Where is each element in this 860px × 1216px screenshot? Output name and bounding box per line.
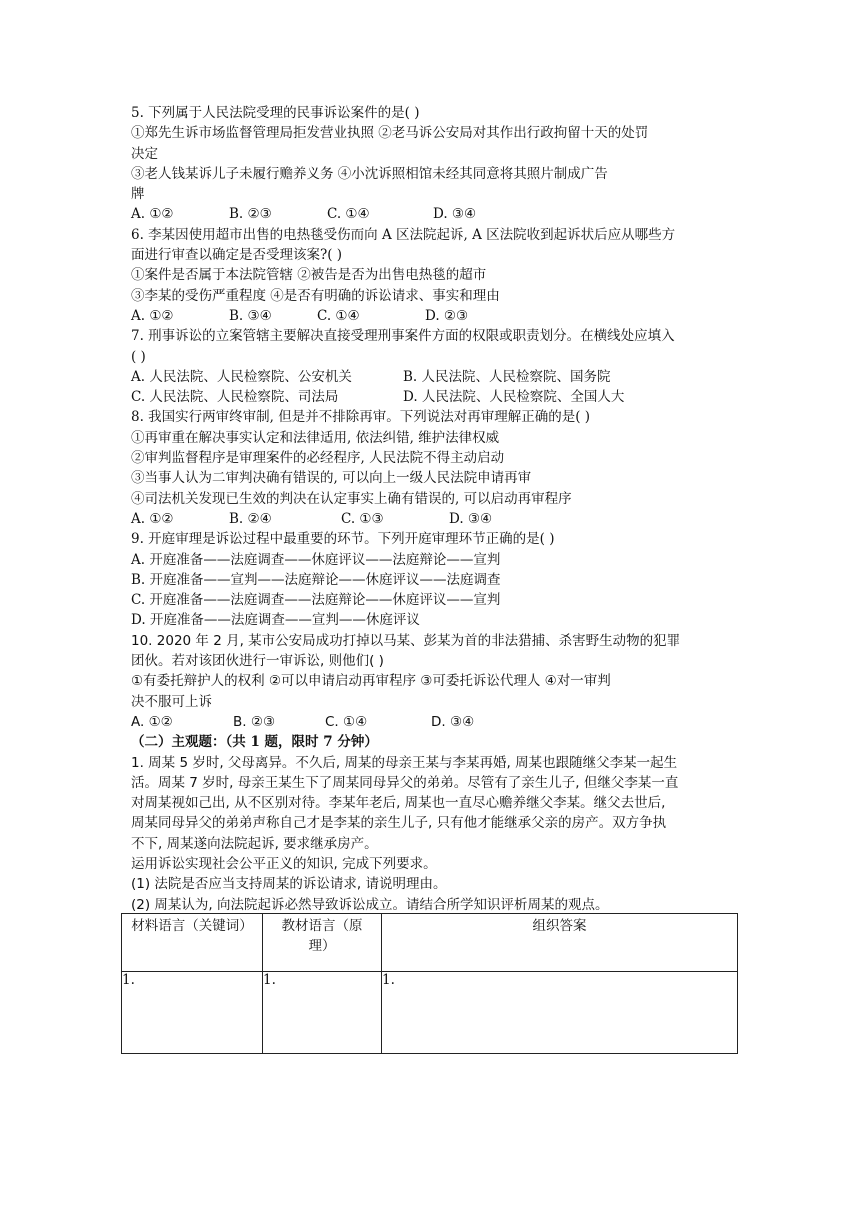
q6-stem-cont: 面进行审查以确定是否受理该案?( ) bbox=[131, 247, 343, 264]
q7-option-c: C. 人民法院、人民检察院、司法局 bbox=[131, 389, 339, 406]
question-content bbox=[131, 103, 737, 915]
q9-stem: 9. 开庭审理是诉讼过程中最重要的环节。下列开庭审理环节正确的是( ) bbox=[131, 531, 555, 548]
q10-stem-cont: 团伙。若对该团伙进行一审诉讼, 则他们( ) bbox=[131, 653, 384, 670]
q10-options-cont: 决不服可上诉 bbox=[131, 693, 212, 710]
story-line-4: 周某同母异父的弟弟声称自己才是李某的亲生儿子, 只有他才能继承父亲的房产。双方争执 bbox=[131, 815, 667, 832]
q8-option-2: ②审判监督程序是审理案件的必经程序, 人民法院不得主动启动 bbox=[131, 450, 505, 467]
q8-choice-a: A. ①② bbox=[131, 510, 174, 527]
instruction: 运用诉讼实现社会公平正义的知识, 完成下列要求。 bbox=[131, 855, 437, 872]
q9-option-d: D. 开庭准备——法庭调查——宣判——休庭评议 bbox=[131, 612, 420, 629]
answer-table-row bbox=[122, 972, 738, 1054]
q6-choice-d: D. ②③ bbox=[425, 307, 469, 324]
q6-choice-b: B. ③④ bbox=[229, 307, 272, 324]
task-1: (1) 法院是否应当支持周某的诉讼请求, 请说明理由。 bbox=[131, 876, 447, 893]
q5-choice-a: A. ①② bbox=[131, 206, 174, 223]
q5-choice-d: D. ③④ bbox=[433, 206, 477, 223]
q6-options-line2: ③李某的受伤严重程度 ④是否有明确的诉讼请求、事实和理由 bbox=[131, 287, 500, 304]
q5-choice-b: B. ②③ bbox=[229, 206, 272, 223]
q8-choice-b: B. ②④ bbox=[229, 510, 272, 527]
cell-answer[interactable]: 1. bbox=[382, 972, 738, 1054]
q5-options-line1-cont: 决定 bbox=[131, 145, 158, 162]
q10-choice-d: D. ③④ bbox=[431, 713, 475, 730]
q6-choice-a: A. ①② bbox=[131, 307, 174, 324]
q10-choices bbox=[131, 712, 737, 732]
task-2: (2) 周某认为, 向法院起诉必然导致诉讼成立。请结合所学知识评析周某的观点。 bbox=[131, 896, 609, 913]
q7-stem-cont: ( ) bbox=[131, 348, 146, 365]
q6-choice-c: C. ①④ bbox=[317, 307, 360, 324]
q5-options-line2-cont: 牌 bbox=[131, 186, 145, 203]
story-line-5: 不下, 周某遂向法院起诉, 要求继承房产。 bbox=[131, 835, 378, 852]
q7-options-cd bbox=[131, 387, 737, 407]
header-material: 材料语言（关键词） bbox=[122, 914, 263, 972]
q7-option-a: A. 人民法院、人民检察院、公安机关 bbox=[131, 368, 352, 385]
cell-textbook[interactable]: 1. bbox=[263, 972, 382, 1054]
q9-option-b: B. 开庭准备——宣判——法庭辩论——休庭评议——法庭调查 bbox=[131, 571, 501, 588]
q7-option-b: B. 人民法院、人民检察院、国务院 bbox=[403, 368, 611, 385]
q10-choice-b: B. ②③ bbox=[233, 713, 276, 730]
q8-stem: 8. 我国实行两审终审制, 但是并不排除再审。下列说法对再审理解正确的是( ) bbox=[131, 409, 591, 426]
q7-option-d: D. 人民法院、人民检察院、全国人大 bbox=[403, 389, 625, 406]
q9-option-c: C. 开庭准备——法庭调查——法庭辩论——休庭评议——宣判 bbox=[131, 592, 501, 609]
q5-stem: 5. 下列属于人民法院受理的民事诉讼案件的是( ) bbox=[131, 105, 420, 121]
q10-choice-c: C. ①④ bbox=[325, 713, 368, 730]
q5-options-line2: ③老人钱某诉儿子未履行赡养义务 ④小沈诉照相馆未经其同意将其照片制成广告 bbox=[131, 165, 608, 182]
q6-stem: 6. 李某因使用超市出售的电热毯受伤而向 A 区法院起诉, A 区法院收到起诉状后应从哪些方 bbox=[131, 226, 676, 243]
q10-options: ①有委托辩护人的权利 ②可以申请启动再审程序 ③可委托诉讼代理人 ④对一审判 bbox=[131, 673, 611, 690]
q8-option-3: ③当事人认为二审判决确有错误的, 可以向上一级人民法院申请再审 bbox=[131, 470, 532, 487]
header-textbook: 教材语言（原 理） bbox=[263, 914, 382, 972]
q5-choices bbox=[131, 204, 737, 224]
q9-option-a: A. 开庭准备——法庭调查——休庭评议——法庭辩论——宣判 bbox=[131, 551, 501, 568]
header-answer: 组织答案 bbox=[382, 914, 738, 972]
q6-choices bbox=[131, 306, 737, 326]
q7-stem: 7. 刑事诉讼的立案管辖主要解决直接受理刑事案件方面的权限或职责划分。在横线处应填入 bbox=[131, 328, 675, 345]
q5-options-line1: ①郑先生诉市场监督管理局拒发营业执照 ②老马诉公安局对其作出行政拘留十天的处罚 bbox=[131, 125, 649, 142]
q6-options-line1: ①案件是否属于本法院管辖 ②被告是否为出售电热毯的超市 bbox=[131, 267, 487, 284]
q10-choice-a: A. ①② bbox=[131, 713, 173, 730]
q8-choice-d: D. ③④ bbox=[449, 510, 493, 527]
q10-stem: 10. 2020 年 2 月, 某市公安局成功打掉以马某、彭某为首的非法猎捕、杀害野生动物的犯罪 bbox=[131, 632, 681, 649]
q8-option-1: ①再审重在解决事实认定和法律适用, 依法纠错, 维护法律权威 bbox=[131, 429, 500, 446]
q8-choice-c: C. ①③ bbox=[341, 510, 384, 527]
q7-options-ab bbox=[131, 367, 737, 387]
answer-table-header bbox=[122, 914, 738, 972]
cell-material[interactable]: 1. bbox=[122, 972, 263, 1054]
q8-choices bbox=[131, 509, 737, 529]
story-line-3: 对周某视如己出, 从不区别对待。李某年老后, 周某也一直尽心赡养继父李某。继父去世后, bbox=[131, 795, 666, 812]
section2-heading: （二）主观题：（共 1 题，限时 7 分钟） bbox=[131, 734, 378, 751]
story-line-1: 1. 周某 5 岁时, 父母离异。不久后, 周某的母亲王某与李某再婚, 周某也跟随继父李某一起生 bbox=[131, 754, 678, 771]
story-line-2: 活。周某 7 岁时, 母亲王某生下了周某同母异父的弟弟。尽管有了亲生儿子, 但继父李某一直 bbox=[131, 774, 679, 791]
answer-table bbox=[121, 913, 738, 1054]
q8-option-4: ④司法机关发现已生效的判决在认定事实上确有错误的, 可以启动再审程序 bbox=[131, 490, 572, 507]
q5-choice-c: C. ①④ bbox=[327, 206, 370, 223]
